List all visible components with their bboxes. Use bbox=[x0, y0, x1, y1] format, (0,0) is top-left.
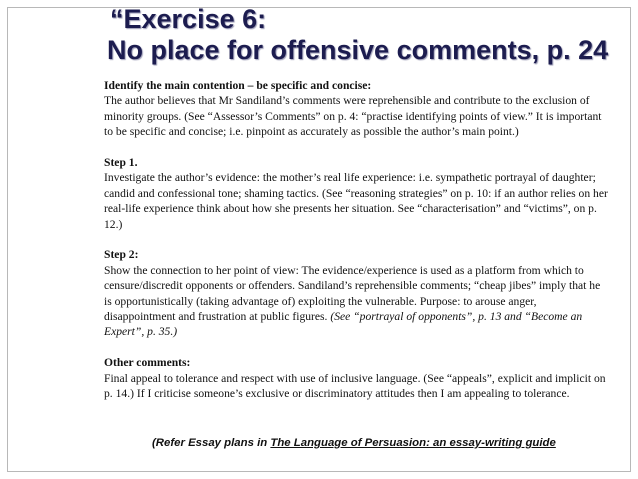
section-step-2 bbox=[104, 247, 610, 339]
slide-title bbox=[107, 4, 609, 66]
spacer bbox=[104, 140, 610, 155]
title-line-1: “Exercise 6: bbox=[110, 4, 267, 34]
footer-prefix: (Refer Essay plans in bbox=[152, 437, 271, 449]
section-text: The author believes that Mr Sandiland’s comments were reprehensible and contribute to the exclusion of minority groups. (See “Assessor’s Comments” on p. 4: “practise identifying points of view.” It is important to be specific and concise; i.e. pinpoint as accurately as possible the author’s main point.) bbox=[104, 94, 602, 139]
footer-reference bbox=[152, 437, 556, 449]
title-line-2: No place for offensive comments, p. 24 bbox=[107, 35, 609, 65]
section-text: Show the connection to her point of view: The evidence/experience is used as a platform from which to censure/discredit opponents or offenders. Sandiland’s reprehensible comments; “cheap jibes” imply that he is opportunistically (taking advantage of) exploiting the vulnerable. Purpose: to arouse anger, disappointment and frustration at public figures. bbox=[104, 263, 601, 324]
section-italic-ref: (See “portrayal of opponents”, p. 13 and “Become an Expert”, p. 35.) bbox=[104, 310, 583, 339]
section-other-comments bbox=[104, 355, 610, 401]
section-step-1 bbox=[104, 155, 610, 232]
spacer bbox=[104, 340, 610, 355]
section-text: Final appeal to tolerance and respect with use of inclusive language. (See “appeals”, explicit and implicit on p. 14.) If I criticise someone’s exclusive or discriminatory attitudes then I am appealing to tolerance. bbox=[104, 371, 606, 401]
section-main-contention bbox=[104, 78, 610, 140]
section-text: Investigate the author’s evidence: the mother’s real life experience: i.e. sympathetic portrayal of daughter; candid and confessional tone; shaming tactics. (See “reasoning strategies” on p. 10: if an author relies on her real-life experience think about how she presents her situation. See “characterisation” and “victims”, on p. 12.) bbox=[104, 171, 608, 231]
content-body bbox=[104, 78, 610, 401]
section-heading: Other comments: bbox=[104, 356, 191, 370]
section-heading: Identify the main contention – be specific and concise: bbox=[104, 79, 372, 92]
footer-book-title: The Language of Persuasion: an essay-writing guide bbox=[270, 437, 556, 449]
spacer bbox=[104, 232, 610, 247]
section-heading: Step 1. bbox=[104, 156, 138, 170]
section-heading: Step 2: bbox=[104, 248, 139, 262]
